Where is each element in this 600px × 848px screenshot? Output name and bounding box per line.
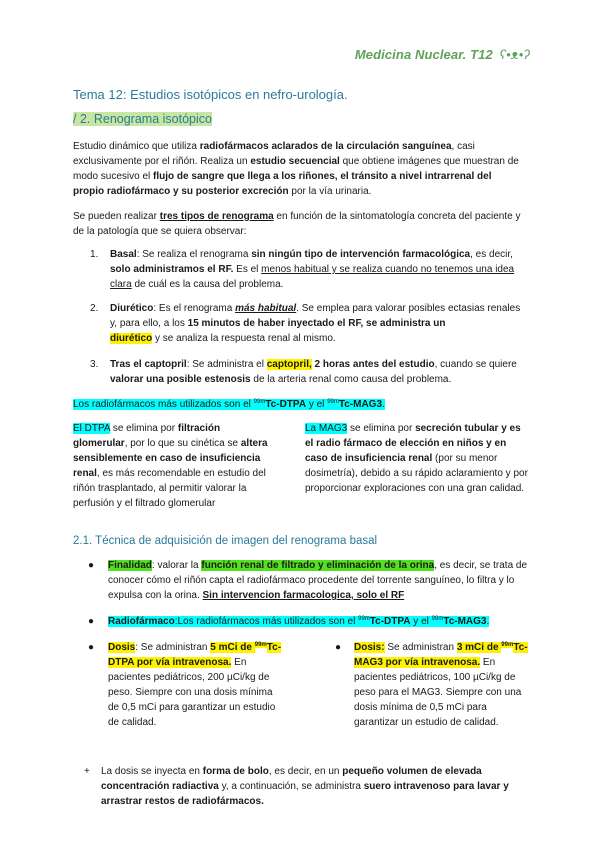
col-bold: altera sensiblemente en caso de insuficiencia renal	[73, 438, 268, 479]
list-bold-italic: más habitual	[235, 303, 297, 314]
intro-text-4: por la vía urinaria.	[288, 186, 372, 197]
header-decoration: ʕ•ᴥ•ʔ	[499, 47, 530, 62]
item-text: y el	[410, 616, 432, 627]
item-text: : valorar la	[151, 560, 202, 571]
list-item-basal	[90, 247, 530, 292]
col-text: , por lo que su cinética se	[124, 438, 241, 449]
types-text-1: Se pueden realizar	[73, 211, 160, 222]
list-number: 3.	[90, 359, 99, 370]
dosis-sup: 99m	[501, 642, 514, 648]
list-label: Diurético	[110, 303, 154, 314]
types-text-2: en función de la sintomatología concreta del paciente y de la patología que se quiera observar:	[73, 211, 521, 237]
banner-bold: Tc-DTPA	[265, 399, 307, 410]
dosis-highlight: 3 mCi de	[456, 642, 502, 653]
item-text: Se administran	[384, 642, 457, 653]
list-text: de la arteria renal como causa del problema.	[250, 374, 452, 385]
types-intro-paragraph	[73, 209, 523, 239]
col-bold: secreción tubular y es el radio fármaco de elección en niños y en caso de insuficiencia renal	[305, 423, 521, 464]
intro-text-3: que obtiene imágenes que muestran de modo sucesivo el	[73, 156, 519, 182]
radiofarm-banner	[73, 397, 385, 412]
intro-text-2: , casi exclusivamente por el riñón. Realiza un	[73, 141, 475, 167]
list-number: 2.	[90, 303, 99, 314]
note-bold: forma de bolo	[202, 766, 269, 777]
types-underlined: tres tipos de renograma	[159, 211, 274, 222]
note-text: La dosis se inyecta en	[101, 766, 203, 777]
intro-paragraph	[73, 139, 523, 199]
bullet-dot: ●	[88, 616, 95, 627]
note-bold: pequeño volumen de elevada concentración radiactiva	[101, 766, 482, 792]
list-bold: solo administramos el RF.	[110, 264, 234, 275]
finalidad-underlined: Sin intervencion farmacologica, solo el RF	[202, 590, 405, 601]
col-text: , es más recomendable en estudio del riñón trasplantado, al permitir valorar la perfusión y el filtrado glomerular	[73, 468, 266, 509]
dosis-label: Dosis:	[354, 642, 385, 653]
list-text: : Se administra el	[186, 359, 267, 370]
intro-bold-1: radiofármacos aclarados de la circulación sanguínea	[199, 141, 452, 152]
list-bold: valorar una posible estenosis	[110, 374, 251, 385]
finalidad-label: Finalidad	[108, 560, 152, 571]
intro-bold-2: estudio secuencial	[250, 156, 340, 167]
list-highlight: captopril,	[266, 359, 312, 370]
bolo-note	[101, 764, 531, 809]
list-text: y se analiza la respuesta renal al mismo.	[152, 333, 336, 344]
dosis-highlight: 5 mCi de	[210, 642, 255, 653]
finalidad-item	[108, 558, 533, 603]
dosis-highlight: Tc-MAG3 por vía intravenosa.	[354, 642, 528, 668]
item-text: En pacientes pediátricos, 100 µCi/kg de peso para el MAG3. Siempre con una dosis mínima de 0,5 mCi para garantizar un estudio de calidad.	[354, 657, 522, 728]
list-bold: 15 minutos de haber inyectado el RF, se administra un	[187, 318, 446, 329]
list-text: , cuando se quiere	[434, 359, 517, 370]
dosis-mag3-item	[354, 640, 529, 730]
finalidad-highlight: función renal de filtrado y eliminación de la orina	[201, 560, 435, 571]
list-item-diuretico	[90, 301, 530, 346]
intro-bold-3: flujo de sangre que llega a los riñones, el tránsito a nivel intrarrenal del propio radiofármaco y su posterior excreción	[73, 171, 492, 197]
col-text: se elimina por	[347, 423, 416, 434]
list-text: : Se realiza el renograma	[136, 249, 252, 260]
item-text: , es decir, se trata de conocer cómo el riñón capta el radiofármaco procedente del torrente sanguíneo, lo filtra y lo expulsa con la orina.	[108, 560, 528, 601]
banner-text: .	[382, 399, 385, 410]
item-text: : Se administran	[135, 642, 211, 653]
list-text: . Se emplea para valorar posibles ectasias renales y, para ello, a los	[110, 303, 521, 329]
dosis-label: Dosis	[108, 642, 136, 653]
note-text: , es decir, en un	[268, 766, 343, 777]
bullet-dot: ●	[88, 560, 95, 571]
item-sup: 99m	[431, 616, 444, 622]
radiofarmaco-label: Radiofármaco	[108, 616, 175, 627]
mag3-highlight: La MAG3	[305, 423, 348, 434]
running-header	[355, 47, 530, 62]
list-bold: 2 horas antes del estudio	[311, 359, 435, 370]
list-highlight: diurético	[110, 333, 153, 344]
item-bold: Tc-DTPA	[369, 616, 411, 627]
plus-bullet: +	[84, 766, 90, 777]
banner-text: y el	[306, 399, 328, 410]
item-text: .	[486, 616, 490, 627]
list-number: 1.	[90, 249, 99, 260]
intro-text-1: Estudio dinámico que utiliza	[73, 141, 200, 152]
item-text: :Los radiofármacos más utilizados son el	[174, 616, 359, 627]
dtpa-column	[73, 421, 273, 511]
list-label: Tras el captopril	[110, 359, 187, 370]
col-text: (por su menor dosimetría), debido a su rápido aclaramiento y por proporcionar exploraciones con una gran calidad.	[305, 453, 528, 494]
bullet-dot: ●	[88, 642, 95, 653]
section-heading	[73, 112, 212, 126]
dosis-dtpa-item	[108, 640, 283, 730]
list-underlined: menos habitual y se realiza cuando no tenemos una idea clara	[110, 264, 515, 290]
bullet-dot: ●	[335, 642, 342, 653]
dosis-sup: 99m	[254, 642, 267, 648]
list-text: de cuál es la causa del problema.	[131, 279, 284, 290]
header-title: Medicina Nuclear. T12	[354, 47, 493, 62]
list-label: Basal	[110, 249, 137, 260]
list-text: Es el	[233, 264, 262, 275]
col-text: se elimina por	[110, 423, 178, 434]
banner-text: Los radiofármacos más utilizados son el	[73, 399, 254, 410]
note-text: y, a continuación, se administra	[218, 781, 364, 792]
item-bold: Tc-MAG3	[443, 616, 487, 627]
subsection-heading: 2.1. Técnica de adquisición de imagen del renograma basal	[73, 535, 378, 547]
banner-sup: 99m	[253, 399, 266, 405]
col-bold: filtración glomerular	[73, 423, 221, 449]
list-text: , es decir,	[470, 249, 513, 260]
item-text: En pacientes pediátricos, 200 µCi/kg de peso. Siempre con una dosis mínima de 0,5 mCi para garantizar un estudio de calidad.	[108, 657, 276, 728]
dosis-highlight: Tc-DTPA por vía intravenosa.	[108, 642, 282, 668]
list-text: : Es el renograma	[153, 303, 236, 314]
doc-title: Tema 12: Estudios isotópicos en nefro-urología.	[73, 87, 348, 102]
radiofarmaco-item	[108, 614, 538, 629]
list-bold: sin ningún tipo de intervención farmacológica	[251, 249, 471, 260]
note-bold: suero intravenoso para lavar y arrastrar restos de radiofármacos.	[101, 781, 509, 807]
banner-sup: 99m	[327, 399, 339, 405]
list-item-captopril	[90, 357, 530, 387]
banner-bold: Tc-MAG3	[338, 399, 383, 410]
item-sup: 99m	[358, 616, 370, 622]
section-heading-text: / 2. Renograma isotópico	[73, 112, 212, 126]
dtpa-highlight: El DTPA	[73, 423, 111, 434]
mag3-column	[305, 421, 530, 496]
